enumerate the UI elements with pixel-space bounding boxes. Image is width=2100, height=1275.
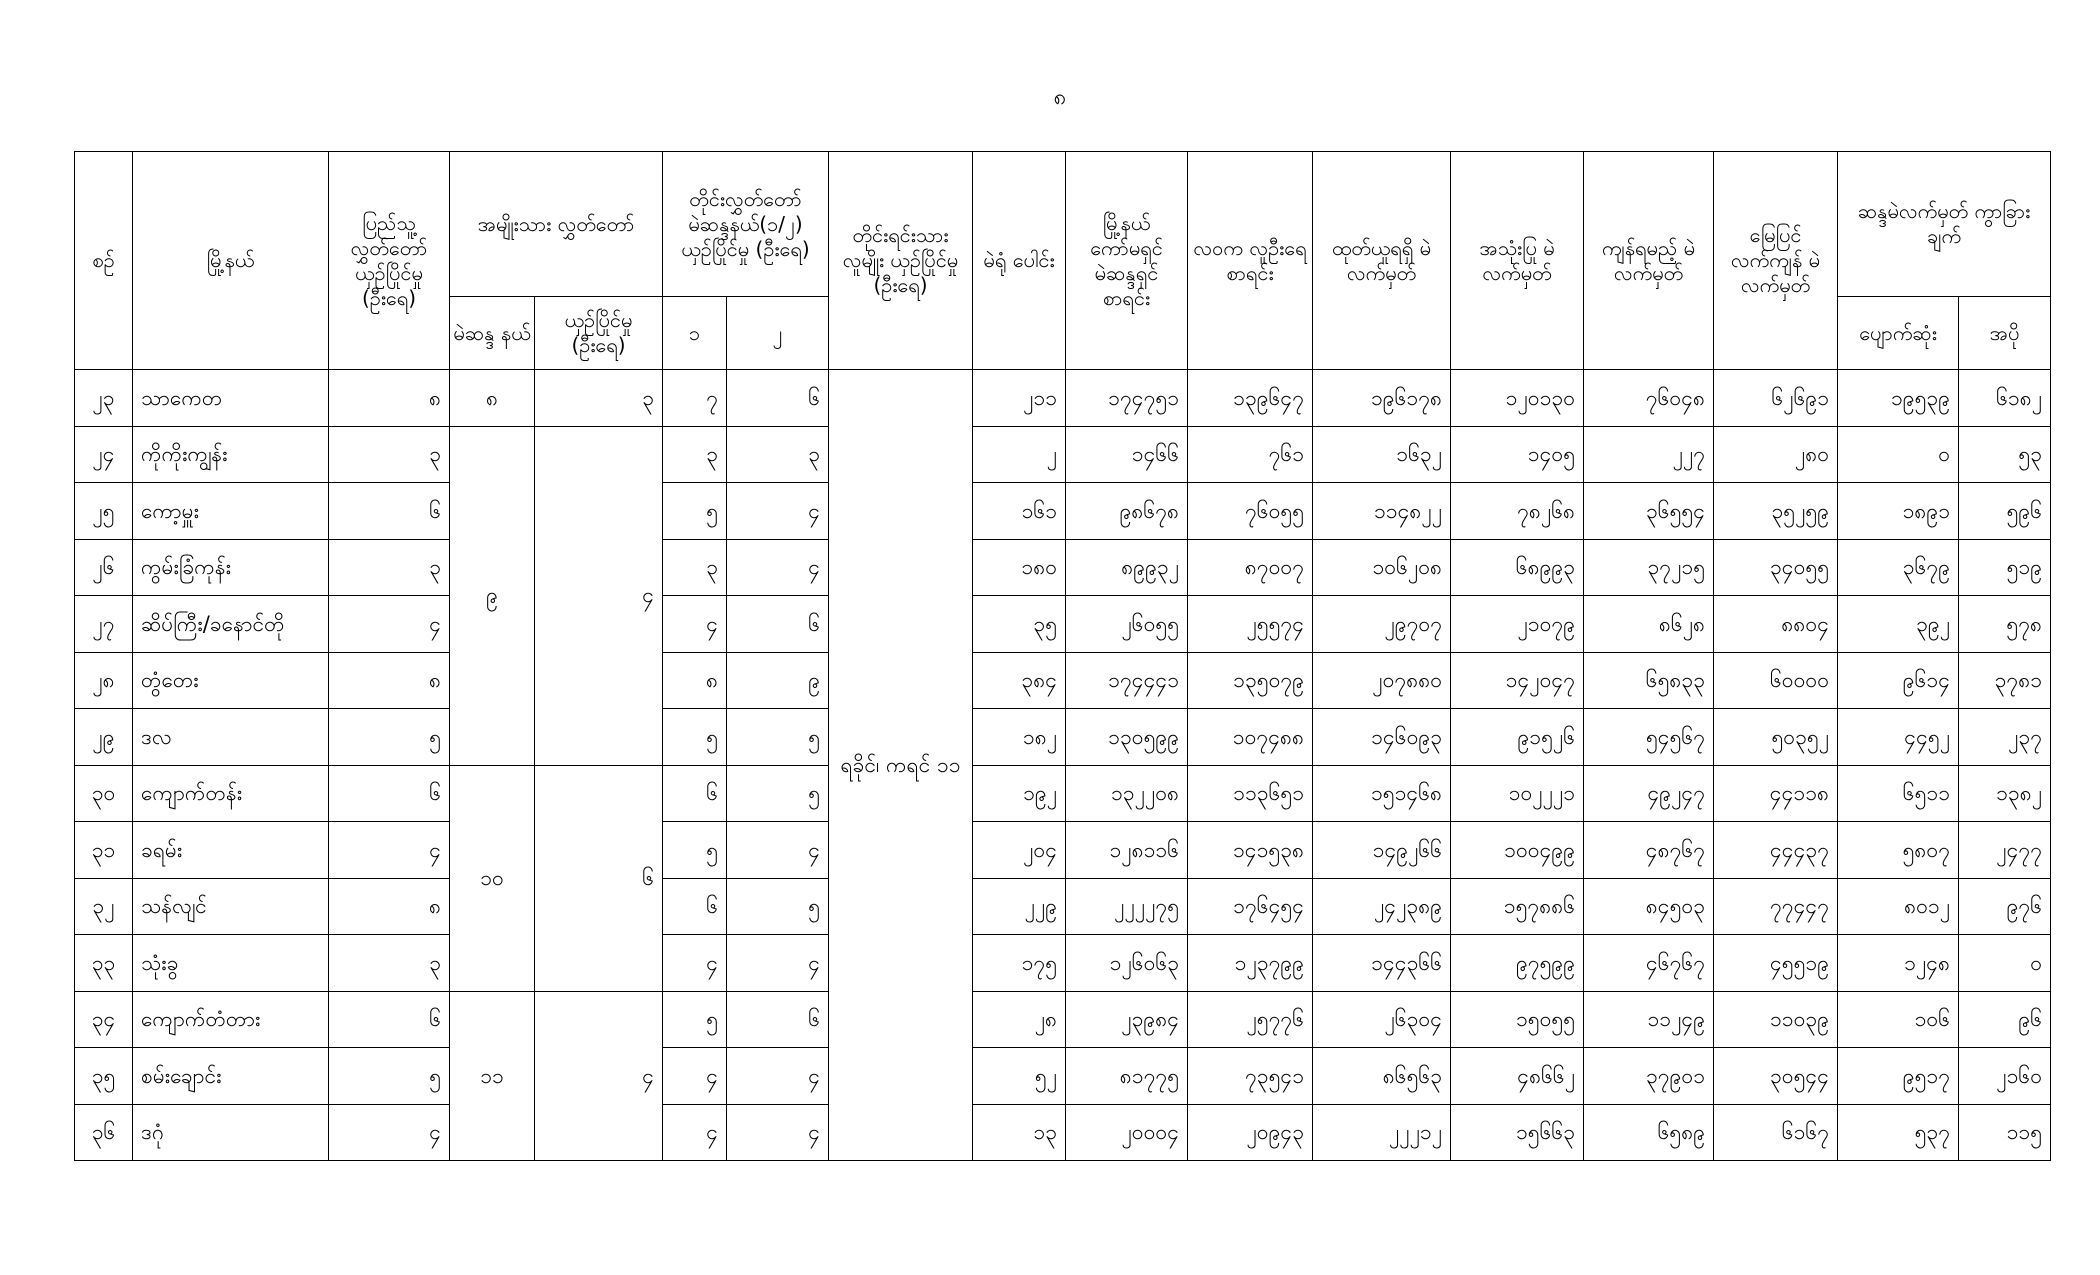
cell-amyotha-contest: ၄ [535,426,663,765]
cell-amyotha-constituency: ၉ [450,426,535,765]
cell-population: ၁၇၆၄၅၄ [1188,878,1313,935]
cell-region-c2: ၃ [727,426,829,483]
table-row [75,539,2051,596]
cell-voters: ၁၃၀၅၉၉ [1066,709,1188,766]
cell-pyithu: ၃ [329,935,450,992]
cell-pyithu: ၄ [329,1104,450,1161]
cell-used: ၂၁၀၇၉ [1451,596,1584,653]
cell-region-c1: ၈ [663,652,727,709]
cell-issued: ၂၄၂၃၈၉ [1313,878,1451,935]
cell-loss: ၀ [1838,426,1959,483]
cell-remaining: ၄၆၇၆၇ [1584,935,1714,992]
cell-township: ဆိပ်ကြီး/ခနောင်တို [133,596,329,653]
cell-actual: ၈၈၀၄ [1714,596,1838,653]
cell-region-c2: ၅ [727,765,829,822]
cell-serial: ၃၂ [75,878,133,935]
cell-region-c1: ၄ [663,935,727,992]
cell-pyithu: ၅ [329,709,450,766]
cell-township: ကိုကိုးကျွန်း [133,426,329,483]
cell-voters: ၁၇၄၇၅၁ [1066,370,1188,427]
table-row [75,652,2051,709]
election-results-table [74,151,2051,1161]
cell-excess: ၉၇၆ [1959,878,2051,935]
cell-serial: ၂၆ [75,539,133,596]
cell-voters: ၁၂၈၁၁၆ [1066,822,1188,879]
cell-issued: ၁၄၆၀၉၃ [1313,709,1451,766]
cell-remaining: ၃၆၅၅၄ [1584,483,1714,540]
header-pyithu-contest: ပြည်သူ့ လွှတ်တော် ယှဉ်ပြိုင်မှု (ဦးရေ) [329,152,450,370]
cell-issued: ၂၆၃၀၄ [1313,991,1451,1048]
cell-region-c2: ၄ [727,483,829,540]
cell-remaining: ၇၆၀၄၈ [1584,370,1714,427]
cell-excess: ၅၃ [1959,426,2051,483]
cell-loss: ၁၈၉၁ [1838,483,1959,540]
cell-actual: ၃၅၂၅၉ [1714,483,1838,540]
cell-voters: ၁၄၆၆ [1066,426,1188,483]
cell-issued: ၁၆၃၂ [1313,426,1451,483]
table-row [75,709,2051,766]
cell-used: ၁၄၀၅ [1451,426,1584,483]
cell-excess: ၆၁၈၂ [1959,370,2051,427]
cell-excess: ၂၄၇၇ [1959,822,2051,879]
cell-serial: ၃၄ [75,991,133,1048]
header-amyotha-constituency: မဲဆန္ဒ နယ် [450,297,535,370]
cell-stations: ၁၈၀ [973,539,1066,596]
cell-loss: ၃၆၇၉ [1838,539,1959,596]
cell-population: ၁၃၅၀၇၉ [1188,652,1313,709]
table-row [75,1104,2051,1161]
cell-used: ၁၀၀၄၉၉ [1451,822,1584,879]
header-diff-loss: ပျောက်ဆုံး [1838,297,1959,370]
cell-region-c1: ၆ [663,765,727,822]
cell-remaining: ၅၄၅၆၇ [1584,709,1714,766]
cell-region-c1: ၅ [663,991,727,1048]
cell-population: ၂၅၅၇၄ [1188,596,1313,653]
cell-township: တွံတေး [133,652,329,709]
cell-actual: ၆၁၆၇ [1714,1104,1838,1161]
cell-actual: ၄၅၅၁၉ [1714,935,1838,992]
cell-used: ၇၈၂၆၈ [1451,483,1584,540]
cell-pyithu: ၈ [329,652,450,709]
cell-actual: ၃၀၅၄၄ [1714,1048,1838,1105]
cell-stations: ၁၉၂ [973,765,1066,822]
header-amyotha-contest: ယှဉ်ပြိုင်မှု (ဦးရေ) [535,297,663,370]
cell-pyithu: ၆ [329,765,450,822]
cell-region-c1: ၄ [663,596,727,653]
cell-stations: ၁၆၁ [973,483,1066,540]
table-row [75,596,2051,653]
cell-township: ကျောက်တန်း [133,765,329,822]
cell-actual: ၂၈၀ [1714,426,1838,483]
cell-excess: ၀ [1959,935,2051,992]
cell-population: ၂၅၇၇၆ [1188,991,1313,1048]
cell-voters: ၂၃၉၈၄ [1066,991,1188,1048]
cell-issued: ၁၅၁၄၆၈ [1313,765,1451,822]
cell-voters: ၈၉၉၃၂ [1066,539,1188,596]
cell-remaining: ၈၆၂၈ [1584,596,1714,653]
cell-region-c1: ၄ [663,1104,727,1161]
cell-loss: ၈၀၁၂ [1838,878,1959,935]
cell-remaining: ၂၂၇ [1584,426,1714,483]
table-body [75,370,2051,1161]
header-voter-list: မြို့နယ် ကော်မရှင် မဲဆန္ဒရှင် စာရင်း [1066,152,1188,370]
cell-issued: ၁၉၆၁၇၈ [1313,370,1451,427]
cell-township: သုံးခွ [133,935,329,992]
cell-loss: ၆၅၁၁ [1838,765,1959,822]
cell-voters: ၂၀၀၀၄ [1066,1104,1188,1161]
cell-serial: ၂၇ [75,596,133,653]
header-serial: စဉ် [75,152,133,370]
cell-actual: ၇၇၄၄၇ [1714,878,1838,935]
cell-region-c2: ၆ [727,596,829,653]
cell-serial: ၃၅ [75,1048,133,1105]
cell-township: ကျောက်တံတား [133,991,329,1048]
header-region-hluttaw: တိုင်းလွှတ်တော် မဲဆန္ဒနယ်(၁/၂) ယှဉ်ပြိုင်မှု (ဦးရေ) [663,152,829,297]
cell-issued: ၈၆၅၆၃ [1313,1048,1451,1105]
cell-issued: ၂၀၇၈၈၀ [1313,652,1451,709]
header-used-ballots: အသုံးပြု မဲလက်မှတ် [1451,152,1584,370]
cell-population: ၈၇၀၀၇ [1188,539,1313,596]
cell-population: ၇၆၁ [1188,426,1313,483]
cell-region-c2: ၄ [727,1104,829,1161]
table-row [75,426,2051,483]
cell-excess: ၅၉၆ [1959,483,2051,540]
header-actual-remaining: မြေပြင် လက်ကျန် မဲလက်မှတ် [1714,152,1838,370]
cell-population: ၇၃၅၄၁ [1188,1048,1313,1105]
cell-actual: ၆၀၀၀၀ [1714,652,1838,709]
cell-region-c2: ၄ [727,1048,829,1105]
cell-remaining: ၄၉၂၄၇ [1584,765,1714,822]
cell-used: ၁၅၆၆၃ [1451,1104,1584,1161]
cell-issued: ၂၂၂၁၂ [1313,1104,1451,1161]
cell-stations: ၃၅ [973,596,1066,653]
cell-region-c1: ၆ [663,878,727,935]
cell-used: ၁၄၂၀၄၇ [1451,652,1584,709]
cell-serial: ၂၅ [75,483,133,540]
cell-excess: ၁၁၅ [1959,1104,2051,1161]
cell-remaining: ၆၅၈၃၃ [1584,652,1714,709]
cell-stations: ၂၁၁ [973,370,1066,427]
cell-loss: ၁၀၆ [1838,991,1959,1048]
cell-used: ၉၇၅၉၉ [1451,935,1584,992]
cell-issued: ၁၀၆၂၀၈ [1313,539,1451,596]
cell-serial: ၃၃ [75,935,133,992]
cell-used: ၉၁၅၂၆ [1451,709,1584,766]
cell-excess: ၅၇၈ [1959,596,2051,653]
table-row [75,483,2051,540]
cell-issued: ၁၁၄၈၂၂ [1313,483,1451,540]
cell-loss: ၁၂၄၈ [1838,935,1959,992]
cell-amyotha-constituency: ၈ [450,370,535,427]
cell-loss: ၉၅၁၇ [1838,1048,1959,1105]
cell-serial: ၃၁ [75,822,133,879]
cell-region-c2: ၆ [727,991,829,1048]
header-region-c1: ၁ [663,297,727,370]
cell-serial: ၂၄ [75,426,133,483]
cell-township: ဒလ [133,709,329,766]
cell-remaining: ၄၈၇၆၇ [1584,822,1714,879]
cell-loss: ၄၄၅၂ [1838,709,1959,766]
cell-issued: ၂၉၇၀၇ [1313,596,1451,653]
header-diff-excess: အပို [1959,297,2051,370]
cell-stations: ၁၃ [973,1104,1066,1161]
cell-region-c1: ၃ [663,539,727,596]
page-number: ၈ [1053,85,1067,110]
cell-region-c1: ၅ [663,709,727,766]
cell-township: ကွမ်းခြံကုန်း [133,539,329,596]
cell-pyithu: ၃ [329,426,450,483]
cell-loss: ၃၉၂ [1838,596,1959,653]
table-row [75,765,2051,822]
cell-serial: ၂၃ [75,370,133,427]
cell-region-c1: ၃ [663,426,727,483]
header-polling-stations: မဲရုံ ပေါင်း [973,152,1066,370]
cell-stations: ၅၂ [973,1048,1066,1105]
cell-serial: ၂၈ [75,652,133,709]
cell-region-c2: ၆ [727,370,829,427]
cell-stations: ၂၀၄ [973,822,1066,879]
cell-voters: ၂၂၂၂၇၅ [1066,878,1188,935]
header-township: မြို့နယ် [133,152,329,370]
header-amyotha: အမျိုးသား လွှတ်တော် [450,152,663,297]
cell-pyithu: ၆ [329,991,450,1048]
table-row [75,822,2051,879]
cell-population: ၁၃၉၆၄၇ [1188,370,1313,427]
cell-pyithu: ၆ [329,483,450,540]
cell-voters: ၈၁၇၇၅ [1066,1048,1188,1105]
cell-pyithu: ၈ [329,878,450,935]
header-ballot-difference: ဆန္ဒမဲလက်မှတ် ကွာခြားချက် [1838,152,2051,297]
cell-used: ၁၂၀၁၃၀ [1451,370,1584,427]
cell-stations: ၂ [973,426,1066,483]
header-region-c2: ၂ [727,297,829,370]
cell-population: ၂၀၉၄၃ [1188,1104,1313,1161]
table-row [75,370,2051,427]
cell-pyithu: ၈ [329,370,450,427]
cell-amyotha-contest: ၃ [535,370,663,427]
cell-region-c1: ၇ [663,370,727,427]
cell-actual: ၆၂၆၉၁ [1714,370,1838,427]
cell-amyotha-constituency: ၁၁ [450,991,535,1161]
cell-voters: ၉၈၆၇၈ [1066,483,1188,540]
cell-excess: ၂၁၆၀ [1959,1048,2051,1105]
cell-stations: ၂၈ [973,991,1066,1048]
cell-serial: ၂၉ [75,709,133,766]
cell-pyithu: ၄ [329,822,450,879]
cell-stations: ၃၈၄ [973,652,1066,709]
cell-township: သန်လျင် [133,878,329,935]
cell-actual: ၄၄၁၁၈ [1714,765,1838,822]
cell-region-c1: ၅ [663,483,727,540]
cell-population: ၁၄၁၅၃၈ [1188,822,1313,879]
cell-loss: ၅၃၇ [1838,1104,1959,1161]
cell-remaining: ၆၅၈၉ [1584,1104,1714,1161]
header-population: လဝက လူဦးရေ စာရင်း [1188,152,1313,370]
cell-township: ကော့မှူး [133,483,329,540]
cell-township: ခရမ်း [133,822,329,879]
cell-township: စမ်းချောင်း [133,1048,329,1105]
cell-loss: ၁၉၅၃၉ [1838,370,1959,427]
cell-amyotha-contest: ၄ [535,991,663,1161]
cell-serial: ၃၀ [75,765,133,822]
header-remaining-ballots: ကျန်ရမည့် မဲလက်မှတ် [1584,152,1714,370]
cell-actual: ၃၄၀၅၅ [1714,539,1838,596]
cell-stations: ၁၇၅ [973,935,1066,992]
cell-used: ၄၈၆၆၂ [1451,1048,1584,1105]
cell-ethnic-contest: ရခိုင်၊ ကရင် ၁၁ [829,370,973,1161]
cell-region-c2: ၄ [727,539,829,596]
cell-loss: ၅၈၀၇ [1838,822,1959,879]
header-issued-ballots: ထုတ်ယူရရှိ မဲလက်မှတ် [1313,152,1451,370]
cell-voters: ၁၂၆၀၆၃ [1066,935,1188,992]
cell-township: သာကေတ [133,370,329,427]
cell-amyotha-contest: ၆ [535,765,663,991]
cell-voters: ၁၇၄၄၄၁ [1066,652,1188,709]
cell-remaining: ၈၄၅၀၃ [1584,878,1714,935]
cell-actual: ၄၄၄၃၇ [1714,822,1838,879]
cell-issued: ၁၄၉၂၆၆ [1313,822,1451,879]
header-ethnic-contest: တိုင်းရင်းသား လူမျိုး ယှဉ်ပြိုင်မှု (ဦးရေ) [829,152,973,370]
cell-population: ၁၂၃၇၉၉ [1188,935,1313,992]
cell-used: ၁၀၂၂၂၁ [1451,765,1584,822]
cell-region-c1: ၅ [663,822,727,879]
cell-issued: ၁၄၄၃၆၆ [1313,935,1451,992]
cell-used: ၁၅၇၈၈၆ [1451,878,1584,935]
cell-pyithu: ၄ [329,596,450,653]
table-row [75,878,2051,935]
cell-population: ၁၀၇၄၈၈ [1188,709,1313,766]
cell-region-c2: ၅ [727,878,829,935]
cell-used: ၁၅၀၅၅ [1451,991,1584,1048]
cell-excess: ၉၆ [1959,991,2051,1048]
cell-serial: ၃၆ [75,1104,133,1161]
cell-excess: ၅၁၉ [1959,539,2051,596]
cell-township: ဒဂုံ [133,1104,329,1161]
cell-excess: ၂၃၇ [1959,709,2051,766]
cell-remaining: ၃၇၂၁၅ [1584,539,1714,596]
cell-region-c2: ၄ [727,822,829,879]
table-row [75,991,2051,1048]
table-row [75,935,2051,992]
cell-population: ၇၆၀၅၅ [1188,483,1313,540]
cell-excess: ၁၃၈၂ [1959,765,2051,822]
cell-pyithu: ၅ [329,1048,450,1105]
cell-region-c2: ၅ [727,709,829,766]
table-row [75,1048,2051,1105]
cell-excess: ၃၇၈၁ [1959,652,2051,709]
cell-remaining: ၃၇၉၀၁ [1584,1048,1714,1105]
cell-population: ၁၁၃၆၅၁ [1188,765,1313,822]
cell-loss: ၉၆၁၄ [1838,652,1959,709]
cell-stations: ၂၂၉ [973,878,1066,935]
cell-amyotha-constituency: ၁၀ [450,765,535,991]
cell-region-c2: ၉ [727,652,829,709]
cell-region-c1: ၄ [663,1048,727,1105]
cell-voters: ၁၃၂၂၀၈ [1066,765,1188,822]
cell-actual: ၅၀၃၅၂ [1714,709,1838,766]
cell-pyithu: ၃ [329,539,450,596]
cell-actual: ၁၁၀၃၉ [1714,991,1838,1048]
cell-region-c2: ၄ [727,935,829,992]
cell-used: ၆၈၉၉၃ [1451,539,1584,596]
cell-remaining: ၁၁၂၄၉ [1584,991,1714,1048]
cell-stations: ၁၈၂ [973,709,1066,766]
cell-voters: ၂၆၀၅၅ [1066,596,1188,653]
